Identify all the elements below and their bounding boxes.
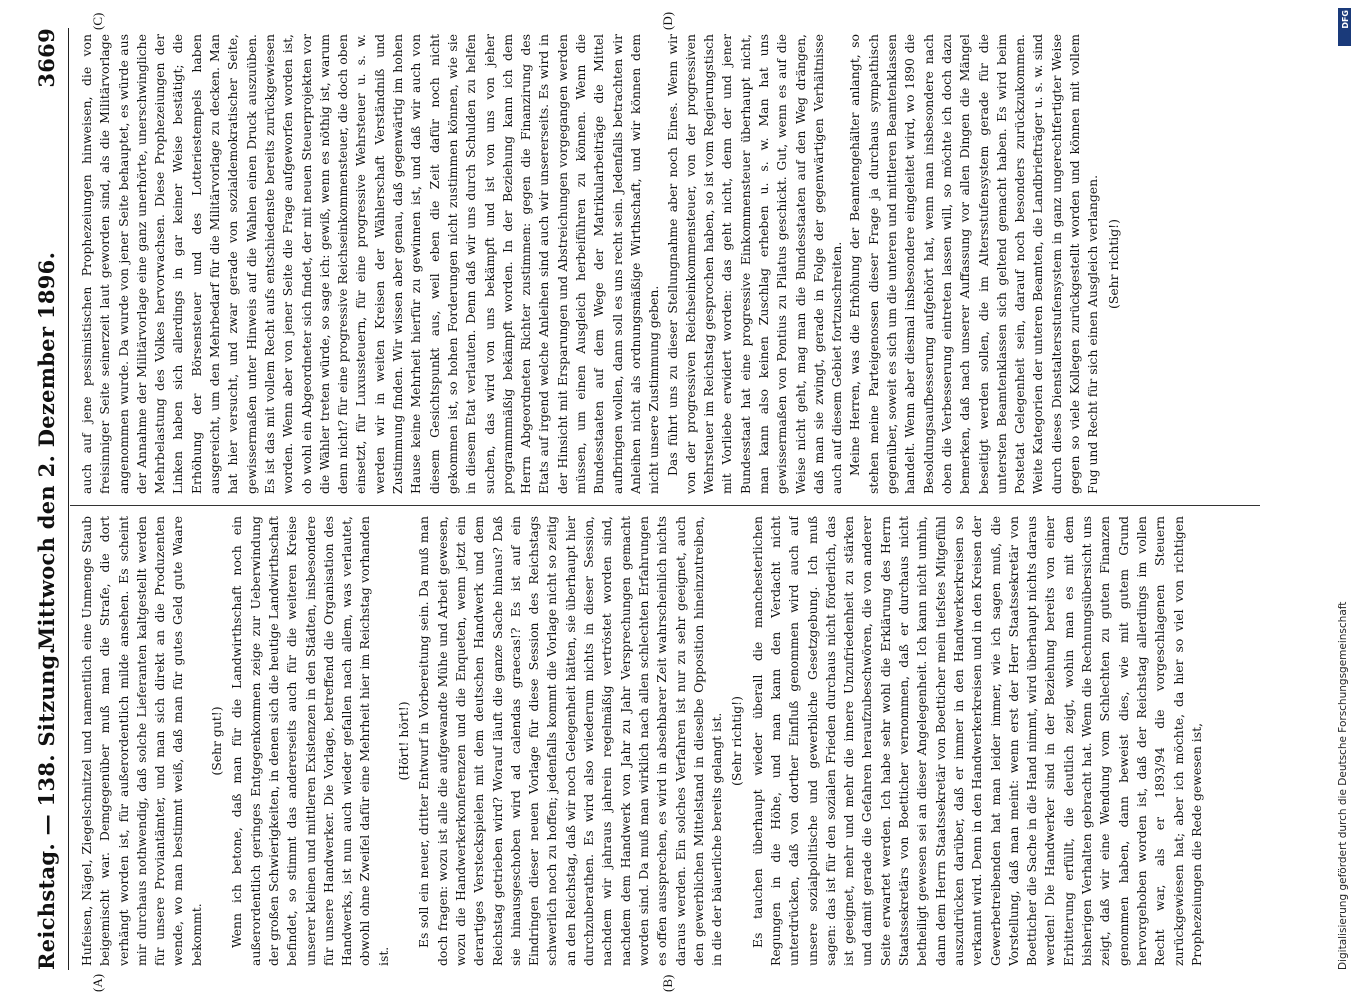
paragraph: Wenn ich betone, daß man für die Landwirthschaft noch ein außerordentlich geringes Entgegenkommen zeige zur Ueberwindung der großen Schwierigkeiten, in denen sich die heutige Landwirthschaft befindet, so stimmt das andererseits auch für die weiteren Kreise unserer kleinen und mittleren Existenzen in den Städten, insbesondere für unsere Handwerker. Die Vorlage, betreffend die Organisation des Handwerks, ist nun auch wieder gefallen nach allem, was verlautet, obwohl ohne Zweifel dafür eine Mehrheit hier im Reichstag vorhanden ist.: [229, 516, 391, 966]
paragraph: Es tauchen überhaupt wieder überall die manchesterlichen Regungen in die Höhe, und man kann den Verdacht nicht unterdrücken, daß von dorther Einfluß genommen wird auch auf unsere sozialpolitische und gewerbliche Gesetzgebung. Ich muß sagen: das ist für den sozialen Frieden durchaus nicht förderlich, das ist geeignet, mehr und mehr die innere Unzufriedenheit zu stärken und damit gerade die Gefahren heraufzubeschwören, die von anderer Seite erwartet werden. Ich habe sehr wohl die Erklärung des Herrn Staatssekretärs von Boetticher vernommen, daß er durchaus nicht betheiligt gewesen sei an dieser Angelegenheit. Ich kann nicht umhin, dann dem Herrn Staatssekretär von Boetticher mein tiefstes Mitgefühl auszudrücken darüber, daß er immer in den Handwerkerkreisen so verkannt wird. Denn in den Handwerkerkreisen und in den Kreisen der Gewerbetreibenden hat man leider immer, wie ich sagen muß, die Vorstellung, daß man meint: wenn erst der Herr Staatssekretär von Boetticher die Sache in die Hand nimmt, wird überhaupt nichts daraus werden! Die Handwerker sind in der Beziehung bereits von einer Erbitterung erfüllt, die deutlich zeigt, wohin man es mit dem bisherigen Verhalten gebracht hat. Wenn die Rechnungsübersicht uns zeigt, daß wir eine Wendung vom Schlechten zu guten Finanzen genommen haben, dann beweist dies, wie mit gutem Grund hervorgehoben worden ist, daß der Reichstag allerdings im vollen Recht war, als er 1893/94 die vorgeschlagenen Steuern zurückgewiesen hat; aber ich möchte, da hier so viel von richtigen Prophezeiungen die Rede gewesen ist,: [749, 516, 1204, 966]
paragraph: Meine Herren, was die Erhöhung der Beamtengehälter anlangt, so stehen meine Parteigenossen dieser Frage ja durchaus sympathisch gegenüber, soweit es sich um die unteren und mittleren Beamtenklassen handelt. Wenn aber diesmal insbesondere eingeleitet wird, wo 1890 die Besoldungsaufbesserung aufgehört hat, wenn man insbesondere nach oben die Verbesserung eintreten lassen will, so möchte ich doch dazu bemerken, daß nach unserer Auffassung vor allen Dingen die Mängel beseitigt werden sollen, die im Altersstufensystem gerade für die untersten Beamtenklassen sich geltend gemacht haben. Es wird beim Postetat Gelegenheit sein, darauf noch besonders zurückzukommen. Weite Kategorien der unteren Beamten, die Landbriefträger u. s. w. sind durch dieses Dienstaltersstufensystem in ganz ungerechtfertigter Weise gegen so viele Kollegen zurückgestellt worden und können mit vollem Fug und Recht für sich einen Ausgleich verlangen.: [847, 34, 1101, 494]
interjection: (Sehr richtig!): [729, 696, 745, 786]
header-session: Reichstag. — 138. Sitzung.: [34, 646, 59, 970]
interjection: (Sehr gut!): [209, 706, 225, 776]
digitization-credit: Digitalisierung gefördert durch die Deutsche Forschungsgemeinschaft: [1337, 601, 1349, 970]
margin-marker-c: (C): [90, 12, 105, 30]
paragraph: Es soll ein neuer, dritter Entwurf in Vorbereitung sein. Da muß man doch fragen: wozu ist alle die aufgewandte Mühe und Arbeit gewesen, wozu die Handwerkerkonferenzen und die Enqueten, wenn jetzt ein derartiges Versteckspielen mit dem deutschen Handwerk und dem Reichstag getrieben wird? Worauf läuft die ganze Sache hinaus? Daß sie hinausgeschoben wird ad calendas graecas!? Es ist auf ein Eindringen dieser neuen Vorlage für diese Session des Reichstags schwerlich noch zu hoffen; jedenfalls kommt die Vorlage nicht so zeitig an den Reichstag, daß wir noch Gelegenheit hätten, sie überhaupt hier durchzuberathen. Es wird also wiederum nichts in dieser Session, nachdem wir jahraus jahrein regelmäßig vertröstet worden sind, nachdem dem Handwerk von Jahr zu Jahr Versprechungen gemacht worden sind. Da muß man wirklich nach allen schlechten Erfahrungen es offen aussprechen, es wird in absehbarer Zeit wahrscheinlich nichts daraus werden. Ein solches Verfahren ist nur zu sehr geeignet, auch den gewerblichen Mittelstand in dieselbe Opposition hineinzutreiben, in die der bäuerliche bereits gelangt ist.: [416, 516, 725, 966]
right-column: [78, 34, 1260, 494]
interjection: (Hört! hört!): [396, 701, 412, 781]
header-date: Mittwoch den 2. Dezember 1896.: [34, 251, 59, 650]
column-divider: [70, 505, 1260, 506]
interjection: (Sehr richtig!): [1105, 219, 1121, 309]
left-column: [78, 516, 1260, 966]
dfg-logo-text: DFG: [1341, 10, 1350, 29]
paragraph: Das führt uns zu dieser Stellungnahme aber noch Eines. Wenn wir von der progressiven Reichseinkommensteuer, von der progressiven Wehrsteuer im Reichstag gesprochen haben, so ist vom Regierungstisch mit Vorliebe erwidert worden: das geht nicht, denn der und jener Bundesstaat hat eine progressive Einkommensteuer überhaupt nicht, man kann also keinen Zuschlag erheben u. s. w. Man hat uns gewissermaßen von Pontius zu Pilatus geschickt. Gut, wenn es auf die Weise nicht geht, mag man die Bundesstaaten auf den Weg drängen, daß man sie zwingt, gerade in Folge der gegenwärtigen Verhältnisse auch auf diesem Gebiet fortzuschreiten.: [664, 34, 845, 494]
margin-marker-d: (D): [660, 11, 675, 30]
page-header: [28, 28, 69, 970]
page-number: 3669: [34, 28, 59, 88]
margin-marker-a: (A): [90, 973, 105, 992]
paragraph: auch auf jene pessimistischen Prophezeiungen hinweisen, die von freisinniger Seite seinerzeit laut geworden sind, als die Militärvorlage angenommen wurde. Da wurde von jener Seite behauptet, es würde aus der Annahme der Militärvorlage eine ganz unerhörte, unerschwingliche Mehrbelastung des Volkes hervorwachsen. Diese Prophezeiungen der Linken haben sich allerdings in gar keiner Weise bestätigt; die Erhöhung der Börsensteuer und des Lotteriestempels haben ausgereicht, um den Mehrbedarf für die Militärvorlage zu decken. Man hat hier versucht, und zwar gerade von sozialdemokratischer Seite, gewissermaßen unter Hinweis auf die Wahlen einen Druck auszuüben. Es ist das mit vollem Recht aufs entschiedenste bereits zurückgewiesen worden. Wenn aber von jener Seite die Frage aufgeworfen worden ist, ob wohl ein Abgeordneter sich findet, der mit neuen Steuerprojekten vor die Wähler treten würde, so sage ich: gewiß, wenn es nöthig ist, warum denn nicht? für eine progressive Reichseinkommensteuer, die doch oben einsetzt, für Luxussteuern, für eine progressive Wehrsteuer u. s. w. werden wir in weiten Kreisen der Wählerschaft Verständniß und Zustimmung finden. Wir wissen aber genau, daß gegenwärtig im hohen Hause keine Mehrheit hierfür zu gewinnen ist, und daß wir auch von diesem Gesichtspunkt aus, weil eben die Zeit dafür noch nicht gekommen ist, so hohen Forderungen nicht zustimmen können, wie sie in diesem Etat verlauten. Denn daß wir uns durch Schulden zu helfen suchen, das wird von uns bekämpft und ist von uns von jeher programmmäßig bekämpft worden. In der Beziehung kann ich dem Herrn Abgeordneten Richter zustimmen: gegen die Finanzirung des Etats auf irgend welche Anleihen sind auch wir unsererseits. Es wird in der Hinsicht mit Ersparungen und Abstreichungen vorgegangen werden müssen, um einen Ausgleich herbeiführen zu können. Wenn die Bundesstaaten auf dem Wege der Matrikularbeiträge die Mittel aufbringen wollen, dann soll es uns recht sein. Jedenfalls betrachten wir Anleihen nicht als ordnungsmäßige Wirthschaft, und wir können dem nicht unsere Zustimmung geben.: [79, 34, 662, 494]
paragraph: Hufeisen, Nägel, Ziegelschnitzel und namentlich eine Unmenge Staub beigemischt war. Demgegenüber muß man die Strafe, die dort verhängt worden ist, für außerordentlich milde ansehen. Es scheint mir durchaus nothwendig, daß solche Lieferanten kaltgestellt werden für unsere Proviantämter, und man sich direkt an die Produzenten wende, wo man bestimmt weiß, daß man für gutes Geld gute Waare bekommt.: [79, 516, 204, 966]
margin-marker-b: (B): [660, 974, 675, 992]
